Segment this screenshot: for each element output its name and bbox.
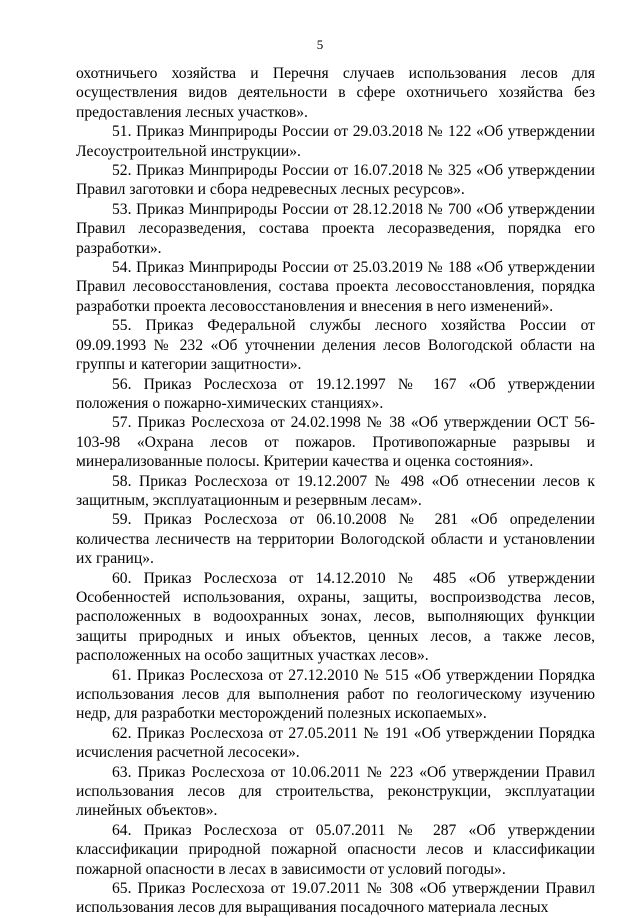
list-item-54: 54. Приказ Минприроды России от 25.03.2019 № 188 «Об утверждении Правил лесовосстановления, состава проекта лесовосстановления, порядка разработки проекта лесовосстановления и внесения в него изменений». bbox=[76, 259, 595, 315]
list-item-56: 56. Приказ Рослесхоза от 19.12.1997 № 167 «Об утверждении положения о пожарно-химических станциях». bbox=[76, 375, 595, 412]
list-item-53: 53. Приказ Минприроды России от 28.12.2018 № 700 «Об утверждении Правил лесоразведения, состава проекта лесоразведения, порядка его разработки». bbox=[76, 200, 595, 257]
list-item-60: 60. Приказ Рослесхоза от 14.12.2010 № 485 «Об утверждении Особенностей использования, охраны, защиты, воспроизводства лесов, расположенных в водоохранных зонах, лесов, выполняющих функции защиты природных и иных объектов, ценных лесов, а также лесов, расположенных на особо защитных участках лесов». bbox=[76, 569, 595, 665]
list-item-64: 64. Приказ Рослесхоза от 05.07.2011 № 287 «Об утверждении классификации природной пожарной опасности лесов и классификации пожарной опасности в лесах в зависимости от условий погоды». bbox=[76, 821, 595, 878]
list-item-62: 62. Приказ Рослесхоза от 27.05.2011 № 191 «Об утверждении Порядка исчисления расчетной лесосеки». bbox=[76, 724, 595, 762]
list-item-65: 65. Приказ Рослесхоза от 19.07.2011 № 308 «Об утверждении Правил использования лесов для выращивания посадочного материала лесных bbox=[76, 880, 595, 917]
list-item-63: 63. Приказ Рослесхоза от 10.06.2011 № 223 «Об утверждении Правил использования лесов для строительства, реконструкции, эксплуатации линейных объектов». bbox=[76, 763, 595, 820]
list-item-55: 55. Приказ Федеральной службы лесного хозяйства России от 09.09.1993 № 232 «Об уточнении деления лесов Вологодской области на группы и категории защитности». bbox=[76, 317, 595, 374]
page-number: 5 bbox=[316, 37, 324, 52]
list-item-51: 51. Приказ Минприроды России от 29.03.2018 № 122 «Об утверждении Лесоустроительной инструкции». bbox=[76, 123, 595, 160]
list-item-58: 58. Приказ Рослесхоза от 19.12.2007 № 498 «Об отнесении лесов к защитным, эксплуатационным и резервным лесам». bbox=[76, 472, 595, 509]
list-item-59: 59. Приказ Рослесхоза от 06.10.2008 № 281 «Об определении количества лесничеств на территории Вологодской области и установлении их границ». bbox=[76, 511, 595, 568]
paragraph-continuation: охотничьего хозяйства и Перечня случаев использования лесов для осуществления видов деятельности в сфере охотничьего хозяйства без предоставления лесных участков». bbox=[76, 65, 595, 121]
list-item-57: 57. Приказ Рослесхоза от 24.02.1998 № 38 «Об утверждении ОСТ 56-103-98 «Охрана лесов от пожаров. Противопожарные разрывы и минерализованные полосы. Критерии качества и оценка состояния». bbox=[76, 414, 595, 471]
list-item-61: 61. Приказ Рослесхоза от 27.12.2010 № 515 «Об утверждении Порядка использования лесов для выполнения работ по геологическому изучению недр, для разработки месторождений полезных ископаемых». bbox=[76, 666, 595, 723]
document-body bbox=[76, 64, 595, 918]
list-item-52: 52. Приказ Минприроды России от 16.07.2018 № 325 «Об утверждении Правил заготовки и сбора недревесных лесных ресурсов». bbox=[76, 162, 595, 199]
